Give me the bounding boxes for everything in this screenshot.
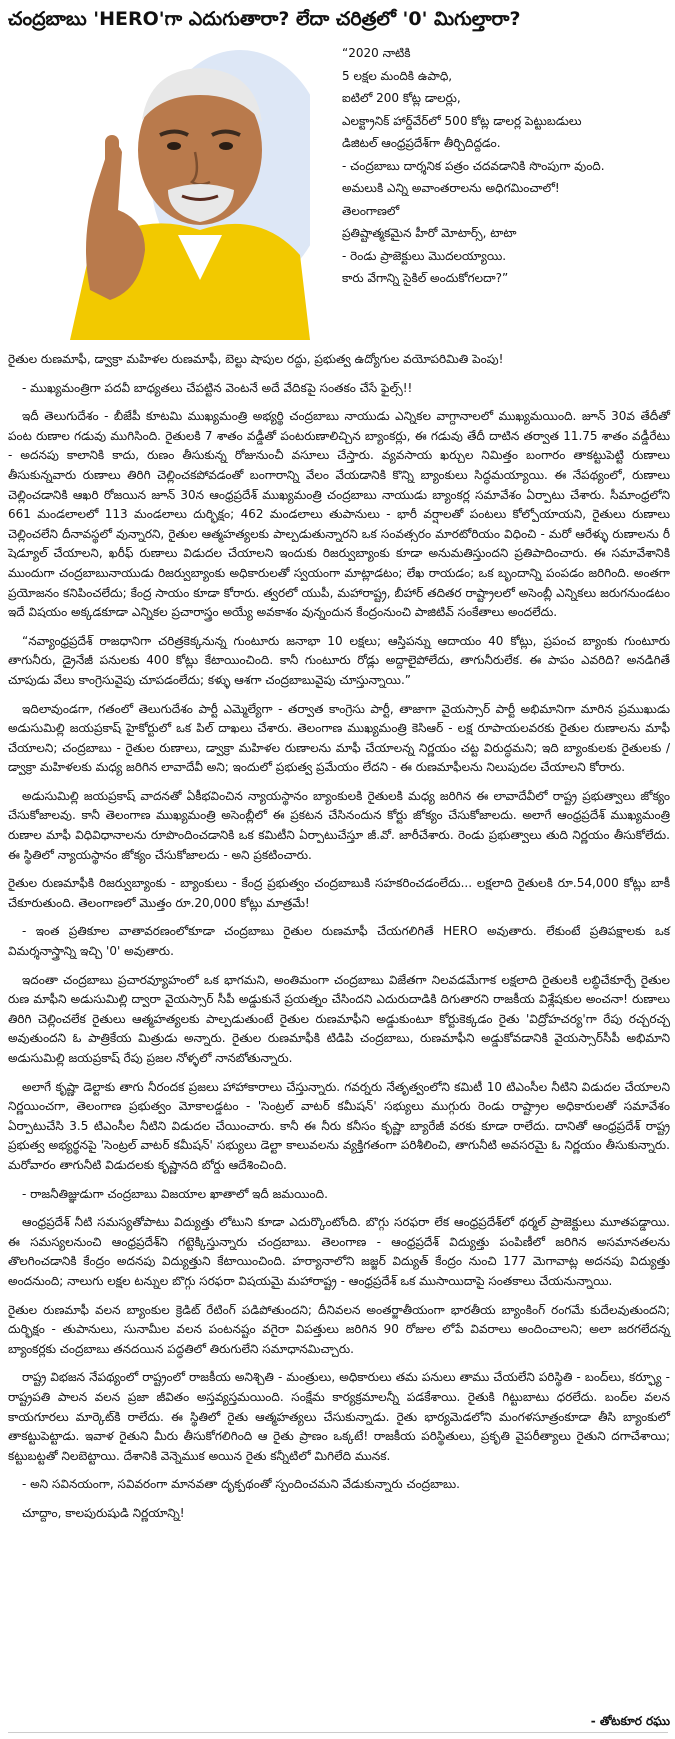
bottom-divider [8,1732,668,1733]
pointing-finger [105,135,119,177]
quote-line: డిజిటల్ ఆంధ్రప్రదేశ్‌గా తీర్చిదిద్దడం. [342,136,501,150]
paragraph: ఇదంతా చంద్రబాబు ప్రచారవ్యూహంలో ఒక భాగమని, అంతిమంగా చంద్రబాబు విజేతగా నిలవడమేగాక లక్షలాది రైతులకి లబ్ధిచేకూర్చే రైతుల రుణ మాఫీని అడుసుమిల్లి ద్వారా వైయస్సార్ సీపీ అడ్డుకునే ప్రయత్నం చేసిందని ఎదురుదాడికి దిగుతారని రాజకీయ విశ్లేషకుల అంచనా! రుణాలు తిరిగి చెల్లించలేక రైతులు ఆత్మహత్యలకు పాల్పడుతుంటే రైతుల రుణమాఫీని అడ్డుకుంటూ కోర్టుకెక్కడం రైతు 'విద్రోహచర్య'గా రేపు రచ్చరచ్చ అవుతుందని ఓ పాత్రికేయ మిత్రుడు అన్నారు. రైతుల రుణమాఫీకి టిడిపి చంద్రబాబు, రుణమాఫీని అడ్డుకోవడానికి వైయస్సార్‌సీపీ అభిమాని అడుసుమిల్లి జయప్రకాష్ రేపు ప్రజల నోళ్ళలో నానబోతున్నారు. [8,972,670,1065]
paragraph: “నవ్యాంధ్రప్రదేశ్ రాజధానిగా చరిత్రకెక్కనున్న గుంటూరు జనాభా 10 లక్షలు; ఆస్తిపన్ను ఆదాయం 40 కోట్లు, ప్రపంచ బ్యాంకు గుంటూరు తాగునీరు, డ్రైనేజీ పనులకు 400 కోట్లు కేటాయించింది. కానీ గుంటూరు రోడ్లు అద్దాలైపోలేదు, తాగునీరులేక. ఈ పాపం ఎవరిది? అనడిగితే చూపుడు వేలు కాంగ్రెసువైపు చూపడంలేదు; కళ్ళు ఆశగా చంద్రబాబువైపు చూస్తున్నాయి.” [8,633,670,687]
paragraph: - రాజనీతిజ్ఞుడుగా చంద్రబాబు విజయాల ఖాతాలో ఇదీ జమయింది. [22,1186,328,1201]
quote-line: ఐటిలో 200 కోట్ల డాలర్లు, [342,91,461,105]
quote-block [342,42,672,290]
paragraph: - ఇంత ప్రతికూల వాతావరణంలోకూడా చంద్రబాబు రైతుల రుణమాఫీ చేయగలిగితే HERO అవుతారు. లేకుంటే ప్రతిపక్షాలకు ఒక విమర్శనాస్త్రాన్ని ఇచ్చి '0' అవుతారు. [8,924,670,959]
paragraph: అలాగే కృష్ణా డెల్టాకు తాగు నీరందక ప్రజలు హాహాకారాలు చేస్తున్నారు. గవర్నరు నేతృత్వంలోని కమిటీ 10 టిఎంసీల నీటిని విడుదల చేయాలని నిర్ణయించగా, తెలంగాణ ప్రభుత్వం మోకాలడ్డటం - 'సెంట్రల్ వాటర్ కమీషన్' సభ్యులు ముగ్గురు రెండు రాష్ట్రాల అధికారులతో సమావేశం ఏర్పాటుచేసి 3.5 టిఎంసీల నీటిని విడుదల చేయించారు. కానీ ఈ నీరు కనీసం కృష్ణా బ్యారేజీ వరకు కూడా రాలేదు. దానితో ఆంధ్రప్రదేశ్ రాష్ట్ర ప్రభుత్వ అభ్యర్థనపై 'సెంట్రల్ వాటర్ కమీషన్' సభ్యులు డెల్టా కాలువలను వ్యక్తిగతంగా పరిశీలించి, తాగునీటి అవసరమై ఓ నిర్ణయం తీసుకున్నారు. మరోవారం తాగునీటి విడుదలకు కృష్ణానది బోర్డు ఆదేశించింది. [8,1079,670,1172]
paragraph: రైతుల రుణమాఫీ, డ్వాక్రా మహిళల రుణమాఫీ, బెల్టు షాపుల రద్దు, ప్రభుత్వ ఉద్యోగుల వయోపరిమితి పెంపు! [8,352,504,366]
paragraph: రాష్ట్ర విభజన నేపథ్యంలో రాష్ట్రంలో రాజకీయ అనిశ్చితి - మంత్రులు, అధికారులు తమ పనులు తాము చేయలేని పరిస్థితి - బంద్‌లు, కర్ఫ్యూ - రాష్ట్రపతి పాలన వలన ప్రజా జీవితం అస్తవ్యస్తమయింది. సంక్షేమ కార్యక్రమాలన్నీ పడకేశాయి. రైతుకి గిట్టుబాటు ధరలేదు. బంద్‌ల వలన కాయగూరలు మార్కెట్‌కి రాలేదు. ఈ స్థితిలో రైతు ఆత్మహత్యలు చేసుకున్నాడు. రైతు భార్యమెడలోని మంగళసూత్రంకూడా తీసి బ్యాంకులో తాకట్టుపెట్టాడు. ఇవాళ రైతుని మీరు తీసుకోగలిగింది ఆ రైతు ప్రాణం ఒక్కటే! రాజకీయ పరిస్థితులు, ప్రకృతి వైపరీత్యాలు రైతుని దగాచేశాయి; కట్టుబట్టతో నిలబెట్టాయి. దేశానికి వెన్నెముక అయిన రైతు కన్నీటిలో మిగిలేది మునక. [8,1370,670,1463]
quote-line: కారు వేగాన్ని సైకిల్ అందుకోగలదా?” [342,271,509,285]
quote-line: ప్రతిష్టాత్మకమైన హీరో మోటార్స్, టాటా [342,226,517,240]
paragraph: చూద్దాం, కాలపురుషుడి నిర్ణయాన్ని! [22,1505,185,1520]
quote-line: - చంద్రబాబు దార్శనిక పత్రం చదవడానికి సొంపుగా వుంది. [342,158,605,173]
paragraph: ఇదీ తెలుగుదేశం - బీజేపీ కూటమి ముఖ్యమంత్రి అభ్యర్థి చంద్రబాబు నాయుడు ఎన్నికల వాగ్దానాలలో ముఖ్యమయింది. జూన్ 30వ తేదీతో పంట రుణాల గడువు ముగిసింది. రైతులకి 7 శాతం వడ్డీతో పంటరుణాలిచ్చిన బ్యాంకర్లు, ఈ గడువు తేదీ దాటిన తర్వాత 11.75 శాతం వడ్డీరేటు - అదనపు కాలానికి కాదు, రుణం తీసుకున్న రోజునుంచీ వసూలు చేస్తారు. వ్యవసాయ ఖర్చుల నిమిత్తం బంగారం తాకట్టుపెట్టి రుణాలు తీసుకున్నవారు రుణాలు తిరిగి చెల్లించకపోవడంతో బంగారాన్ని వేలం వేయడానికి కొన్ని బ్యాంకులు సిద్ధమయ్యాయి. ఈ నేపథ్యంలో, రుణాలు చెల్లించడానికి ఆఖరి రోజయిన జూన్ 30న ఆంధ్రప్రదేశ్ ముఖ్యమంత్రి చంద్రబాబు నాయుడు బ్యాంకర్ల సమావేశం ఏర్పాటు చేశారు. సీమాంధ్రలోని 661 మండలాలలో 113 మండలాలు దుర్భిక్షం; 462 మండలాలు తుపానులు - భారీ వర్షాలతో పంటలు కోల్పోయాయని, రైతులు రుణాలు చెల్లించలేని దీనావస్థలో వున్నారని, రైతుల ఆత్మహత్యలకు పాల్పడుతున్నారని ఒక సంవత్సరం మారటోరియం విధించి - మరో ఆరేళ్ళు రుణాలను రీ షెడ్యూల్ చేయాలని, ఖరీఫ్ రుణాలు విడుదల చేయాలని ఇందుకు రిజర్వుబ్యాంకు కూడా అనుమతిస్తుందని ప్రతిపాదించారు. ఈ సమావేశానికి ముందుగా చంద్రబాబునాయుడు రిజర్వుబ్యాంకు అధికారులతో స్వయంగా మాట్లాడటం; లేఖ రాయడం; ఒక బృందాన్ని పంపడం జరిగింది. అంతగా ప్రయోజనం కనిపించలేదు; కేంద్ర సాయం కూడా కోరారు. త్వరలో యుపీ, మహారాష్ట్ర, బీహార్ తదితర రాష్ట్రాలలో అసెంబ్లీ ఎన్నికలు జరుగనుండటం ఇదే విషయం అక్కడకూడా ఎన్నికల ప్రచారాస్త్రం అయ్యే అవకాశం వున్నందున కేంద్రంనుంచి పాజిటివ్ సంకేతాలు అందలేదు. [8,409,670,620]
quote-line: తెలంగాణలో [342,203,400,218]
author-signature: - తోటకూర రఘు [590,1714,670,1728]
headline: చంద్రబాబు 'HERO'గా ఎదుగుతారా? లేదా చరిత్రలో '0' మిగుల్తారా? [8,8,521,30]
portrait-illustration [50,40,310,340]
paragraph: ఇదిలావుండగా, గతంలో తెలుగుదేశం పార్టీ ఎమ్మెల్యేగా - తర్వాత కాంగ్రెసు పార్టీ, తాజాగా వైయస్సార్ పార్టీ అభిమానిగా మారిన ప్రముఖుడు అడుసుమిల్లి జయప్రకాష్ హైకోర్టులో ఒక పిల్ దాఖలు చేశారు. తెలంగాణ ముఖ్యమంత్రి కెసిఆర్ - లక్ష రూపాయలవరకు రైతుల రుణాలను మాఫీ చేయాలని; చంద్రబాబు - రైతుల రుణాలు, డ్వాక్రా మహిళల రుణాలను మాఫీ చేయాలన్న నిర్ణయం చట్ట విరుద్ధమని; ఇది బ్యాంకులకు రైతులకు / డ్వాక్రా మహిళలకు మధ్య జరిగిన లావాదేవీ అని; ఇందులో ప్రభుత్వ ప్రమేయం లేదని - ఈ రుణమాఫీలను నిలుపుదల చేయాలని కోరారు. [8,701,670,775]
quote-line: - రెండు ప్రాజెక్టులు మొదలయ్యాయి. [342,248,507,263]
quote-line: 5 లక్షల మందికి ఉపాధి, [342,68,453,83]
paragraph: అడుసుమిల్లి జయప్రకాష్ వాదనతో ఏకీభవించిన న్యాయస్థానం బ్యాంకులకి రైతులకి మధ్య జరిగిన ఈ లావాదేవీలో రాష్ట్ర ప్రభుత్వాలు జోక్యం చేసుకోజాలవు. కానీ తెలంగాణ ముఖ్యమంత్రి అసెంబ్లీలో ఈ ప్రకటన చేసినందున కోర్టు జోక్యం చేసుకోజాలదు. అలాగే ఆంధ్రప్రదేశ్ ముఖ్యమంత్రి రుణాల మాఫీ విధివిధానాలను రూపొందించడానికి ఒక కమిటీని ఏర్పాటుచేస్తూ జీ.వో. జారీచేశారు. రెండు ప్రభుత్వాలు తుది నిర్ణయం తీసుకోలేదు. ఈ స్థితిలో న్యాయస్థానం జోక్యం చేసుకోజాలదు - అని ప్రకటించారు. [8,788,670,862]
paragraph: - అని సవినయంగా, సవివరంగా మానవతా దృక్పథంతో స్పందించమని వేడుకున్నారు చంద్రబాబు. [22,1477,460,1492]
paragraph: ఆంధ్రప్రదేశ్ నీటి సమస్యతోపాటు విద్యుత్తు లోటుని కూడా ఎదుర్కొంటోంది. బొగ్గు సరఫరా లేక ఆంధ్రప్రదేశ్‌లో థర్మల్ ప్రాజెక్టులు మూతపడ్డాయి. ఈ సమస్యలనుంచి ఆంధ్రప్రదేశ్‌ని గట్టెక్కిస్తున్నారు చంద్రబాబు. తెలంగాణ - ఆంధ్రప్రదేశ్ విద్యుత్తు పంపిణీలో జరిగిన అసమానతలను తొలగించడానికి కేంద్రం అదనపు విద్యుత్తుని కేటాయించింది. హర్యానాలోని జజ్జర్ విద్యుత్ కేంద్రం నుంచి 177 మెగావాట్ల అదనపు విద్యుత్తు అందనుంది; నాలుగు లక్షల టన్నుల బొగ్గు సరఫరా విషయమై మహారాష్ట్ర - ఆంధ్రప్రదేశ్ ఒక ముసాయిదాపై సంతకాలు చేయనున్నాయి. [8,1215,670,1288]
article-body [8,350,670,1532]
paragraph: - ముఖ్యమంత్రిగా పదవీ బాధ్యతలు చేపట్టిన వెంటనే అదే వేదికపై సంతకం చేసే ఫైల్స్!! [22,380,413,395]
paragraph: రైతుల రుణమాఫీ వలన బ్యాంకుల క్రెడిట్ రేటింగ్ పడిపోతుందని; దీనివలన అంతర్జాతీయంగా భారతీయ బ్యాంకింగ్ రంగమే కుదేలవుతుందని; దుర్భిక్షం - తుపానులు, సునామీల వలన పంటనష్టం వగైరా విపత్తులు జరిగిన 90 రోజుల లోపే వివరాలు అందించాలని; అలా జరగలేదన్న బ్యాంకర్లకు చంద్రబాబు తనదయిన పద్ధతిలో తిరుగులేని సమాధానమిచ్చారు. [8,1302,670,1356]
quote-line: ఎలక్ట్రానిక్ హార్డ్‌వేర్‌లో 500 కోట్ల డాలర్ల పెట్టుబడులు [342,113,582,128]
quote-line: అమలుకి ఎన్ని అవాంతరాలను అధిగమించాలో! [342,181,560,195]
paragraph: రైతుల రుణమాఫీకి రిజర్వుబ్యాంకు - బ్యాంకులు - కేంద్ర ప్రభుత్వం చంద్రబాబుకి సహకరించడంలేదు... లక్షలాది రైతులకి రూ.54,000 కోట్లు బాకీ చేకూరుతుంది. తెలంగాణలో మొత్తం రూ.20,000 కోట్లు మాత్రమే! [8,876,670,910]
quote-line: “2020 నాటికి [342,46,411,60]
